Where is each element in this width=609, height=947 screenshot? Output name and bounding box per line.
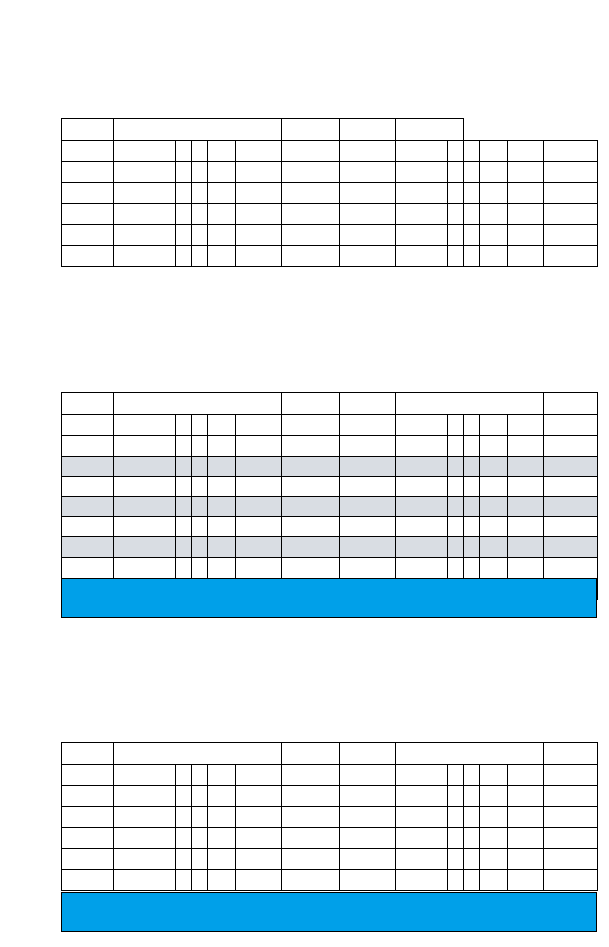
- home-team: [114, 558, 176, 579]
- referee-cell: [282, 870, 340, 891]
- table-row: [62, 415, 598, 436]
- kickoff-time: [340, 558, 396, 579]
- away-team: [236, 849, 282, 870]
- away-team: [508, 246, 544, 267]
- score-dash: [464, 183, 480, 204]
- referee-cell: [544, 786, 598, 807]
- kickoff-time: [62, 246, 114, 267]
- kickoff-time: [340, 415, 396, 436]
- referee-cell: [544, 807, 598, 828]
- referee-cell: [544, 497, 598, 517]
- score-dash: [192, 415, 208, 436]
- referee-cell: [544, 870, 598, 891]
- kickoff-time: [62, 537, 114, 558]
- score-dash: [192, 786, 208, 807]
- home-team: [114, 786, 176, 807]
- table-row: [62, 497, 598, 517]
- kickoff-time: [62, 786, 114, 807]
- referee-cell: [282, 436, 340, 457]
- referee-cell: [544, 477, 598, 497]
- schedule-table: [61, 118, 598, 267]
- pitch-a-header: [114, 743, 282, 765]
- table-row: [62, 870, 598, 891]
- away-team: [236, 225, 282, 246]
- referee-cell: [282, 183, 340, 204]
- kickoff-time: [340, 477, 396, 497]
- kickoff-time: [340, 537, 396, 558]
- referee-cell: [544, 849, 598, 870]
- kickoff-time: [62, 141, 114, 162]
- referee-cell: [282, 537, 340, 558]
- away-team: [236, 558, 282, 579]
- away-team: [508, 436, 544, 457]
- table-row: [62, 183, 598, 204]
- referee-cell: [282, 477, 340, 497]
- referee-cell: [544, 415, 598, 436]
- away-team: [236, 517, 282, 537]
- table-row: [62, 204, 598, 225]
- kickoff-time: [340, 517, 396, 537]
- kickoff-time: [340, 497, 396, 517]
- away-team: [236, 828, 282, 849]
- score-dash: [464, 517, 480, 537]
- gk-notice-banner: [61, 578, 597, 618]
- pitch-a-header: [114, 393, 282, 415]
- home-team: [396, 849, 448, 870]
- referee-cell: [544, 457, 598, 477]
- away-team: [236, 415, 282, 436]
- schedule-table: [61, 742, 598, 891]
- score-dash: [192, 517, 208, 537]
- away-team: [236, 183, 282, 204]
- kickoff-time: [62, 436, 114, 457]
- referee-cell: [544, 246, 598, 267]
- away-team: [508, 162, 544, 183]
- home-team: [396, 246, 448, 267]
- table-row: [62, 807, 598, 828]
- score-dash: [464, 436, 480, 457]
- referee-cell: [282, 786, 340, 807]
- referee-cell: [282, 415, 340, 436]
- score-dash: [464, 828, 480, 849]
- score-dash: [192, 457, 208, 477]
- referee-header: [282, 119, 340, 141]
- away-team: [236, 807, 282, 828]
- referee-cell: [282, 246, 340, 267]
- kickoff-time: [340, 457, 396, 477]
- referee-cell: [282, 162, 340, 183]
- kickoff-time: [62, 807, 114, 828]
- home-team: [396, 183, 448, 204]
- home-team: [114, 162, 176, 183]
- table-row: [62, 162, 598, 183]
- referee-cell: [282, 849, 340, 870]
- kickoff-time: [62, 828, 114, 849]
- referee-cell: [282, 497, 340, 517]
- score-dash: [192, 225, 208, 246]
- score-dash: [464, 204, 480, 225]
- score-dash: [192, 497, 208, 517]
- referee-header: [396, 119, 464, 141]
- score-dash: [192, 558, 208, 579]
- referee-header: [544, 743, 598, 765]
- table-row: [62, 558, 598, 579]
- home-team: [114, 497, 176, 517]
- score-dash: [464, 537, 480, 558]
- home-team: [396, 537, 448, 558]
- referee-cell: [282, 828, 340, 849]
- table-row: [62, 786, 598, 807]
- score-dash: [192, 246, 208, 267]
- score-dash: [464, 162, 480, 183]
- away-team: [236, 436, 282, 457]
- home-team: [396, 517, 448, 537]
- referee-cell: [544, 204, 598, 225]
- kickoff-time: [62, 765, 114, 786]
- away-team: [236, 765, 282, 786]
- kickoff-time: [62, 477, 114, 497]
- home-team: [114, 537, 176, 558]
- score-dash: [192, 537, 208, 558]
- home-team: [396, 828, 448, 849]
- away-team: [508, 497, 544, 517]
- referee-cell: [544, 183, 598, 204]
- referee-cell: [282, 457, 340, 477]
- score-dash: [192, 183, 208, 204]
- home-team: [114, 849, 176, 870]
- away-team: [508, 415, 544, 436]
- away-team: [236, 141, 282, 162]
- referee-cell: [282, 225, 340, 246]
- home-team: [396, 162, 448, 183]
- score-dash: [192, 828, 208, 849]
- home-team: [114, 517, 176, 537]
- referee-cell: [282, 204, 340, 225]
- away-team: [508, 807, 544, 828]
- kickoff-time: [62, 183, 114, 204]
- away-team: [508, 537, 544, 558]
- table-row: [62, 457, 598, 477]
- home-team: [396, 477, 448, 497]
- table-row: [62, 537, 598, 558]
- kickoff-time: [62, 415, 114, 436]
- away-team: [236, 870, 282, 891]
- referee-cell: [282, 517, 340, 537]
- away-team: [508, 457, 544, 477]
- score-dash: [464, 457, 480, 477]
- score-dash: [192, 765, 208, 786]
- referee-cell: [544, 225, 598, 246]
- score-dash: [464, 849, 480, 870]
- away-team: [236, 786, 282, 807]
- home-team: [396, 457, 448, 477]
- score-dash: [464, 807, 480, 828]
- score-dash: [192, 436, 208, 457]
- kickoff-time: [62, 870, 114, 891]
- kickoff-time: [340, 141, 396, 162]
- score-dash: [464, 415, 480, 436]
- kickoff-time: [340, 162, 396, 183]
- home-team: [396, 204, 448, 225]
- table-row: [62, 828, 598, 849]
- kickoff-time: [340, 436, 396, 457]
- table-row: [62, 225, 598, 246]
- score-dash: [464, 497, 480, 517]
- away-team: [508, 870, 544, 891]
- pitch-b-header: [396, 393, 544, 415]
- home-team: [396, 436, 448, 457]
- home-team: [114, 477, 176, 497]
- schedule-table: [61, 392, 598, 600]
- kickoff-time: [62, 558, 114, 579]
- away-team: [236, 537, 282, 558]
- score-dash: [464, 225, 480, 246]
- home-team: [114, 765, 176, 786]
- home-team: [114, 141, 176, 162]
- home-team: [396, 415, 448, 436]
- kickoff-time: [340, 225, 396, 246]
- kickoff-time: [340, 204, 396, 225]
- away-team: [508, 828, 544, 849]
- home-team: [114, 828, 176, 849]
- table-row: [62, 849, 598, 870]
- kickoff-time: [62, 849, 114, 870]
- kickoff-time: [340, 765, 396, 786]
- table-row: [62, 246, 598, 267]
- table-row: [62, 141, 598, 162]
- score-dash: [192, 204, 208, 225]
- kickoff-time: [340, 786, 396, 807]
- home-team: [114, 183, 176, 204]
- pitch-b-header: [396, 743, 544, 765]
- away-team: [236, 497, 282, 517]
- home-team: [396, 497, 448, 517]
- away-team: [508, 183, 544, 204]
- home-team: [396, 870, 448, 891]
- home-team: [396, 765, 448, 786]
- referee-cell: [544, 436, 598, 457]
- referee-cell: [544, 162, 598, 183]
- away-team: [236, 162, 282, 183]
- kickoff-time: [340, 246, 396, 267]
- home-team: [114, 807, 176, 828]
- score-dash: [464, 477, 480, 497]
- kickoff-time: [340, 849, 396, 870]
- score-dash: [192, 807, 208, 828]
- referee-cell: [544, 141, 598, 162]
- score-dash: [192, 870, 208, 891]
- home-team: [396, 786, 448, 807]
- score-dash: [464, 246, 480, 267]
- home-team: [114, 415, 176, 436]
- referee-cell: [282, 558, 340, 579]
- home-team: [396, 807, 448, 828]
- kickoff-time: [340, 870, 396, 891]
- away-team: [236, 477, 282, 497]
- score-dash: [464, 870, 480, 891]
- table-row: [62, 436, 598, 457]
- kickoff-time: [62, 517, 114, 537]
- referee-cell: [282, 765, 340, 786]
- score-dash: [464, 765, 480, 786]
- referee-cell: [282, 141, 340, 162]
- referee-cell: [544, 558, 598, 579]
- kickoff-time: [62, 225, 114, 246]
- referee-cell: [544, 765, 598, 786]
- pitch-a-header: [114, 119, 282, 141]
- score-dash: [192, 477, 208, 497]
- away-team: [508, 225, 544, 246]
- kickoff-time: [62, 497, 114, 517]
- home-team: [114, 204, 176, 225]
- referee-cell: [544, 517, 598, 537]
- referee-header: [282, 743, 340, 765]
- away-team: [508, 477, 544, 497]
- kickoff-time: [340, 807, 396, 828]
- home-team: [396, 558, 448, 579]
- table-row: [62, 765, 598, 786]
- home-team: [114, 457, 176, 477]
- table-row: [62, 477, 598, 497]
- gk-notice-banner: [61, 892, 597, 932]
- home-team: [396, 225, 448, 246]
- home-team: [114, 225, 176, 246]
- referee-header: [544, 393, 598, 415]
- away-team: [236, 204, 282, 225]
- kickoff-time: [62, 204, 114, 225]
- away-team: [508, 141, 544, 162]
- home-team: [114, 436, 176, 457]
- score-dash: [464, 558, 480, 579]
- away-team: [508, 786, 544, 807]
- away-team: [508, 849, 544, 870]
- score-dash: [464, 141, 480, 162]
- referee-cell: [544, 537, 598, 558]
- home-team: [396, 141, 448, 162]
- referee-header: [282, 393, 340, 415]
- referee-cell: [544, 828, 598, 849]
- home-team: [114, 870, 176, 891]
- away-team: [236, 246, 282, 267]
- table-row: [62, 517, 598, 537]
- score-dash: [192, 141, 208, 162]
- home-team: [114, 246, 176, 267]
- away-team: [508, 765, 544, 786]
- score-dash: [192, 849, 208, 870]
- kickoff-time: [340, 183, 396, 204]
- kickoff-time: [62, 457, 114, 477]
- kickoff-time: [340, 828, 396, 849]
- score-dash: [464, 786, 480, 807]
- kickoff-time: [62, 162, 114, 183]
- away-team: [508, 204, 544, 225]
- score-dash: [192, 162, 208, 183]
- referee-cell: [282, 807, 340, 828]
- away-team: [508, 517, 544, 537]
- away-team: [236, 457, 282, 477]
- away-team: [508, 558, 544, 579]
